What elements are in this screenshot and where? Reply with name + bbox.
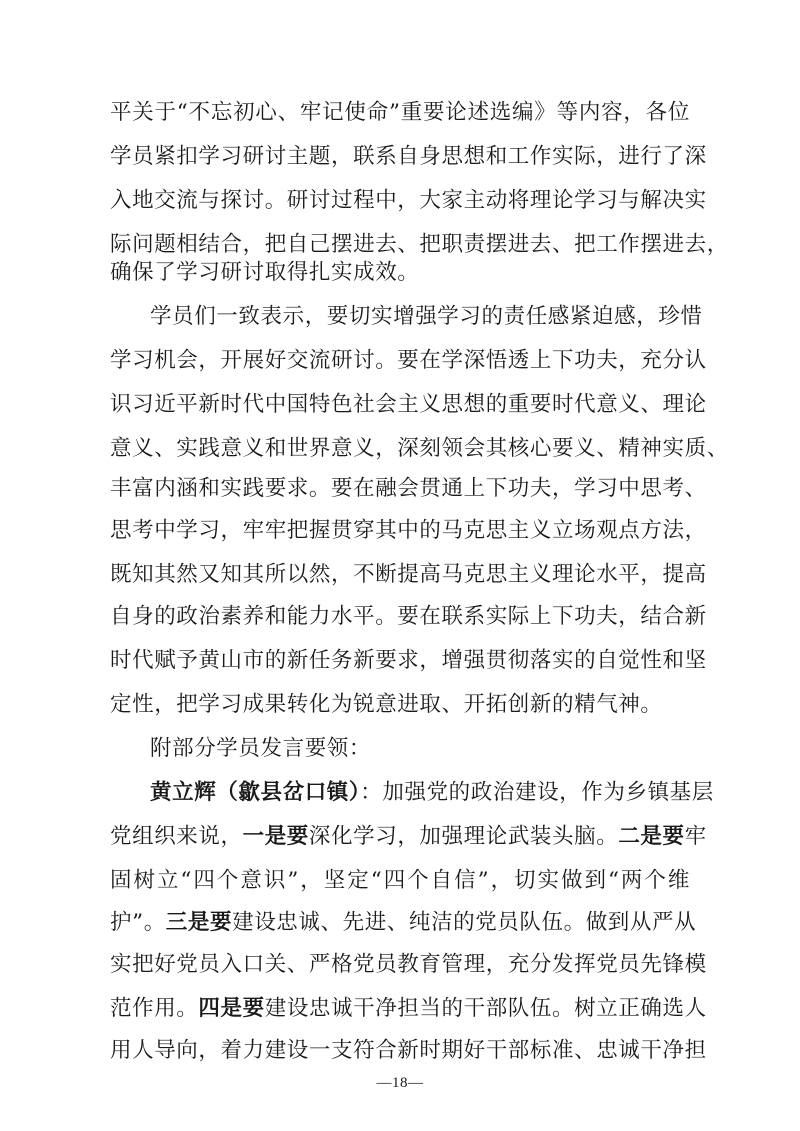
text-span: ：加强党的政治建设，作为乡镇基层 bbox=[360, 780, 714, 805]
text-line: 入地交流与探讨。研讨过程中，大家主动将理论学习与解决实 bbox=[110, 188, 707, 213]
text-line: 识习近平新时代中国特色社会主义思想的重要时代意义、理论 bbox=[110, 392, 707, 417]
text-line: 用人导向，着力建设一支符合新时期好干部标准、忠诚干净担 bbox=[110, 1038, 707, 1063]
speaker-name: 黄立辉（歙县岔口镇） bbox=[150, 780, 361, 805]
text-line bbox=[150, 778, 714, 808]
point-marker: 一是要 bbox=[242, 824, 309, 849]
text-line: 实把好党员入口关、严格党员教育管理，充分发挥党员先锋模 bbox=[110, 952, 707, 977]
text-line: 学员们一致表示，要切实增强学习的责任感紧迫感，珍惜 bbox=[150, 304, 703, 329]
point-marker: 二是要 bbox=[618, 824, 685, 849]
text-line bbox=[110, 908, 697, 938]
text-line: 既知其然又知其所以然，不断提高马克思主义理论水平，提高 bbox=[110, 562, 707, 587]
point-marker: 三是要 bbox=[165, 910, 233, 935]
text-line: 平关于“不忘初心、牢记使命”重要论述选编》等内容，各位 bbox=[110, 100, 690, 125]
text-line: 意义、实践意义和世界意义，深刻领会其核心要义、精神实质、 bbox=[110, 436, 729, 461]
text-line: 确保了学习研讨取得扎实成效。 bbox=[110, 260, 420, 285]
text-span: 牢 bbox=[684, 824, 707, 849]
text-line: 丰富内涵和实践要求。要在融会贯通上下功夫，学习中思考、 bbox=[110, 476, 707, 501]
text-span: 建设忠诚干净担当的干部队伍。树立正确选人 bbox=[264, 996, 707, 1021]
text-span: 护”。 bbox=[110, 910, 166, 935]
text-span: 党组织来说， bbox=[110, 824, 243, 849]
text-line: 定性，把学习成果转化为锐意进取、开拓创新的精气神。 bbox=[110, 692, 663, 717]
text-line: 自身的政治素养和能力水平。要在联系实际上下功夫，结合新 bbox=[110, 604, 707, 629]
text-span: 建设忠诚、先进、纯洁的党员队伍。做到从严从 bbox=[232, 910, 697, 935]
text-line: 思考中学习，牢牢把握贯穿其中的马克思主义立场观点方法， bbox=[110, 518, 707, 543]
text-line: 时代赋予黄山市的新任务新要求，增强贯彻落实的自觉性和坚 bbox=[110, 648, 707, 673]
point-marker: 四是要 bbox=[198, 996, 265, 1021]
text-line: 附部分学员发言要领： bbox=[150, 736, 372, 761]
text-line bbox=[110, 994, 707, 1024]
page-number: —18— bbox=[376, 1075, 424, 1091]
text-line bbox=[110, 822, 707, 852]
text-line: 学习机会，开展好交流研讨。要在学深悟透上下功夫，充分认 bbox=[110, 348, 707, 373]
text-span: 深化学习，加强理论武装头脑。 bbox=[308, 824, 619, 849]
text-line: 际问题相结合，把自己摆进去、把职责摆进去、把工作摆进去， bbox=[110, 232, 729, 257]
text-line: 学员紧扣学习研讨主题，联系自身思想和工作实际，进行了深 bbox=[110, 144, 707, 169]
text-line: 固树立“四个意识”，坚定“四个自信”，切实做到“两个维 bbox=[110, 868, 690, 893]
text-span: 范作用。 bbox=[110, 996, 199, 1021]
